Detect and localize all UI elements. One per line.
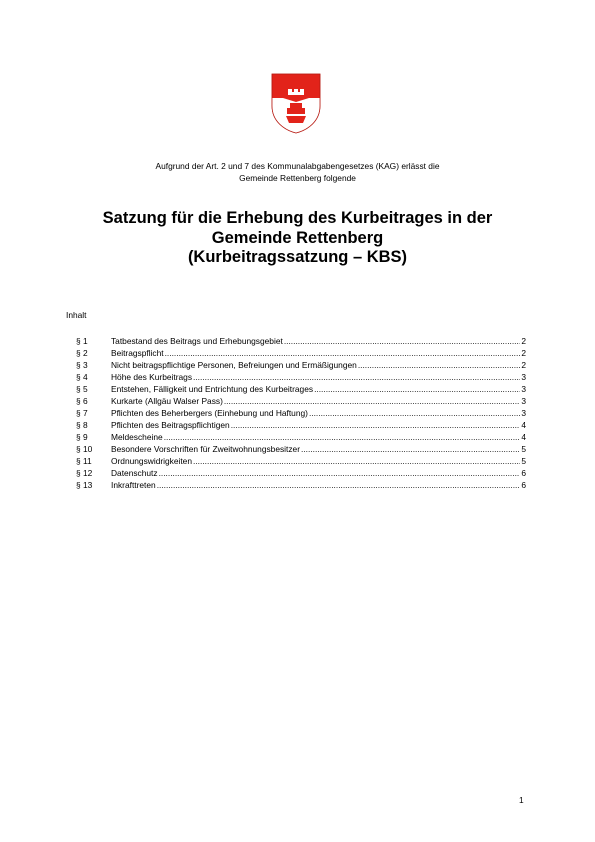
- toc-section-number: § 2: [76, 348, 88, 358]
- toc-leader-dots: [165, 347, 521, 359]
- toc-page-number: 6: [521, 480, 526, 490]
- toc-entry[interactable]: [76, 335, 526, 347]
- toc-entry[interactable]: [76, 431, 526, 443]
- toc-section-number: § 4: [76, 372, 88, 382]
- preamble-line: Gemeinde Rettenberg folgende: [239, 172, 356, 183]
- toc-section-title: Besondere Vorschriften für Zweitwohnungsbesitzer: [111, 444, 301, 454]
- title-line: Satzung für die Erhebung des Kurbeitrages in der: [102, 209, 493, 227]
- toc-section-number: § 10: [76, 444, 93, 454]
- toc-section-number: § 1: [76, 336, 88, 346]
- toc-section-title: Pflichten des Beitragspflichtigen: [111, 420, 230, 430]
- coat-of-arms-icon: [270, 72, 322, 134]
- toc-entry[interactable]: [76, 455, 526, 467]
- toc-section-title: Nicht beitragspflichtige Personen, Befreiungen und Ermäßigungen: [111, 360, 357, 370]
- toc-section-number: § 13: [76, 480, 93, 490]
- toc-heading: Inhalt: [66, 310, 87, 320]
- toc-section-number: § 12: [76, 468, 93, 478]
- toc-section-title: Beitragspflicht: [111, 348, 164, 358]
- toc-leader-dots: [301, 443, 520, 455]
- toc-leader-dots: [309, 407, 520, 419]
- toc-leader-dots: [164, 431, 521, 443]
- toc-section-title: Entstehen, Fälligkeit und Entrichtung des Kurbeitrages: [111, 384, 314, 394]
- page-number: 1: [519, 795, 524, 805]
- toc-entry[interactable]: [76, 359, 526, 371]
- toc-page-number: 3: [521, 372, 526, 382]
- toc-section-title: Ordnungswidrigkeiten: [111, 456, 193, 466]
- toc-page-number: 5: [521, 444, 526, 454]
- preamble: [60, 161, 535, 184]
- toc-leader-dots: [224, 395, 520, 407]
- toc-leader-dots: [314, 383, 520, 395]
- toc-section-title: Tatbestand des Beitrags und Erhebungsgebiet: [111, 336, 283, 346]
- toc-section-title: Datenschutz: [111, 468, 158, 478]
- toc-entry[interactable]: [76, 467, 526, 479]
- toc-leader-dots: [159, 467, 521, 479]
- table-of-contents: [76, 335, 526, 491]
- toc-section-title: Meldescheine: [111, 432, 163, 442]
- toc-section-number: § 9: [76, 432, 88, 442]
- toc-section-number: § 7: [76, 408, 88, 418]
- toc-leader-dots: [284, 335, 521, 347]
- title-line: (Kurbeitragssatzung – KBS): [187, 248, 408, 266]
- preamble-line: Aufgrund der Art. 2 und 7 des Kommunalabgabengesetzes (KAG) erlässt die: [155, 161, 440, 171]
- toc-entry[interactable]: [76, 371, 526, 383]
- toc-page-number: 4: [521, 432, 526, 442]
- toc-page-number: 3: [521, 408, 526, 418]
- toc-section-title: Inkrafttreten: [111, 480, 156, 490]
- toc-section-number: § 6: [76, 396, 88, 406]
- toc-section-title: Höhe des Kurbeitrags: [111, 372, 193, 382]
- toc-leader-dots: [157, 479, 521, 491]
- title-line: Gemeinde Rettenberg: [211, 228, 384, 247]
- toc-leader-dots: [193, 371, 520, 383]
- toc-entry[interactable]: [76, 443, 526, 455]
- toc-page-number: 2: [521, 336, 526, 346]
- toc-leader-dots: [231, 419, 521, 431]
- toc-entry[interactable]: [76, 407, 526, 419]
- toc-entry[interactable]: [76, 395, 526, 407]
- toc-section-title: Pflichten des Beherbergers (Einhebung und Haftung): [111, 408, 308, 418]
- toc-page-number: 6: [521, 468, 526, 478]
- toc-entry[interactable]: [76, 347, 526, 359]
- toc-section-number: § 5: [76, 384, 88, 394]
- toc-page-number: 5: [521, 456, 526, 466]
- toc-page-number: 2: [521, 348, 526, 358]
- toc-leader-dots: [358, 359, 521, 371]
- toc-page-number: 3: [521, 396, 526, 406]
- toc-section-number: § 11: [76, 456, 92, 466]
- toc-entry[interactable]: [76, 479, 526, 491]
- toc-entry[interactable]: [76, 419, 526, 431]
- toc-section-number: § 8: [76, 420, 88, 430]
- document-title: [40, 209, 555, 268]
- toc-page-number: 3: [521, 384, 526, 394]
- toc-section-title: Kurkarte (Allgäu Walser Pass): [111, 396, 223, 406]
- toc-page-number: 2: [521, 360, 526, 370]
- toc-section-number: § 3: [76, 360, 88, 370]
- toc-entry[interactable]: [76, 383, 526, 395]
- toc-leader-dots: [193, 455, 520, 467]
- toc-page-number: 4: [521, 420, 526, 430]
